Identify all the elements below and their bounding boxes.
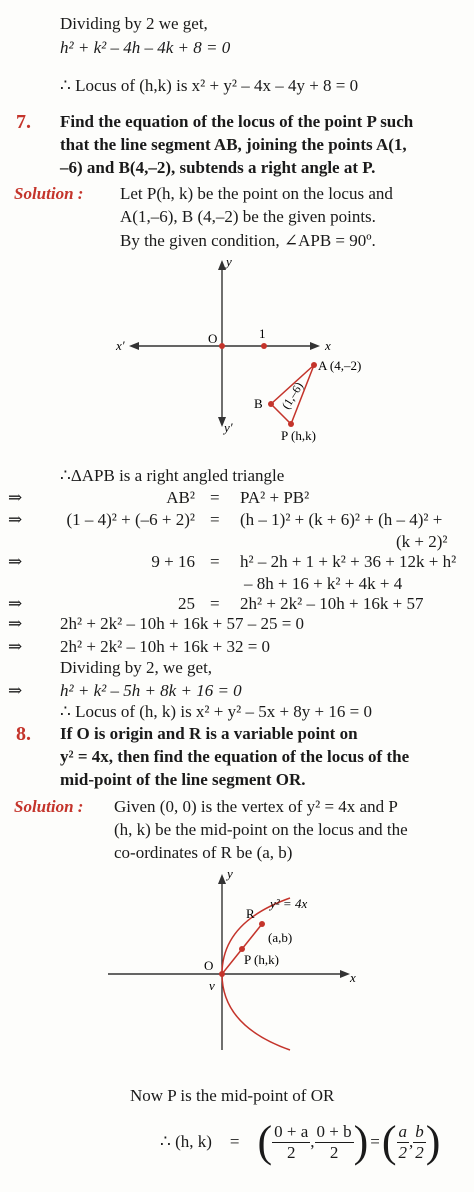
axis-label-x: x: [350, 970, 356, 985]
step-rhs: – 8h + 16 + k² + 4k + 4: [244, 574, 403, 593]
text-line: ∴ΔAPB is a right angled triangle: [60, 466, 285, 485]
figure-apb: [0, 250, 474, 460]
vertex-label: v: [209, 978, 215, 993]
axis-label-xprime: x′: [116, 338, 125, 353]
tick-label: 1: [259, 326, 266, 341]
step-eq: =: [210, 552, 220, 571]
question-text: y² = 4x, then find the equation of the locus of the: [60, 747, 410, 766]
frac-bottom: 2: [329, 1142, 339, 1162]
locus-result: ∴ Locus of (h,k) is x² + y² – 4x – 4y + 8 = 0: [60, 76, 359, 95]
solution-text: Given (0, 0) is the vertex of y² = 4x and P: [114, 797, 398, 816]
point-b-label: B: [254, 396, 263, 411]
question-number: 8.: [16, 723, 31, 745]
text-line: Now P is the mid-point of OR: [130, 1086, 335, 1105]
equation: h² + k² – 5h + 8k + 16 = 0: [60, 681, 242, 700]
figure-parabola: [0, 862, 474, 1062]
frac-bottom: 2: [415, 1142, 424, 1162]
question-text: mid-point of the line segment OR.: [60, 770, 306, 789]
equation: 2h² + 2k² – 10h + 16k + 32 = 0: [60, 637, 271, 656]
point-a-label: A (4,–2): [318, 358, 362, 373]
solution-label: Solution :: [14, 797, 84, 816]
frac-top: a: [398, 1121, 408, 1141]
implies-arrow: ⇒: [8, 552, 23, 571]
frac-top: 0 + a: [274, 1121, 309, 1141]
final-formula: ∴ (h, k) = ( $\frac{0 + a}{2}$ , $\frac{0 + b}{2}$ ) = ( $\frac{a}{2}$ , $\frac{b}{2}$ ): [160, 1117, 441, 1166]
origin-label: O: [208, 331, 218, 346]
step-lhs: AB²: [166, 488, 195, 507]
frac-bottom: 2: [398, 1142, 408, 1162]
final-lhs: ∴ (h, k): [160, 1132, 212, 1151]
solution-text: Let P(h, k) be the point on the locus and: [120, 184, 393, 203]
step-rhs: PA² + PB²: [240, 488, 310, 507]
point-ab-label: (a,b): [268, 930, 293, 945]
implies-arrow: ⇒: [8, 594, 23, 613]
solution-text: By the given condition, ∠APB = 90º.: [120, 231, 376, 250]
question-text: that the line segment AB, joining the points A(1,: [60, 135, 407, 154]
step-rhs: 2h² + 2k² – 10h + 16k + 57: [240, 594, 424, 613]
step-eq: =: [210, 510, 220, 529]
frac-top: b: [415, 1121, 424, 1141]
origin-label: O: [204, 958, 214, 973]
question-text: Find the equation of the locus of the point P such: [60, 112, 414, 131]
step-eq: =: [210, 594, 220, 613]
frac-top: 0 + b: [316, 1121, 352, 1141]
implies-arrow: ⇒: [8, 510, 23, 529]
step-rhs: h² – 2h + 1 + k² + 36 + 12k + h²: [240, 552, 457, 571]
equation: 2h² + 2k² – 10h + 16k + 57 – 25 = 0: [60, 614, 305, 633]
step-lhs: 9 + 16: [151, 552, 195, 571]
implies-arrow: ⇒: [8, 488, 23, 507]
solution-label: Solution :: [14, 184, 84, 203]
axis-label-y: y: [227, 866, 233, 881]
equation: h² + k² – 4h – 4k + 8 = 0: [60, 38, 231, 57]
side-label: (1,–6): [278, 379, 306, 412]
final-eq: =: [229, 1132, 240, 1151]
axis-label-y: y: [226, 254, 232, 269]
question-text: If O is origin and R is a variable point on: [60, 724, 358, 743]
solution-text: co-ordinates of R be (a, b): [114, 843, 293, 862]
locus-result: ∴ Locus of (h, k) is x² + y² – 5x + 8y + 16 = 0: [60, 702, 372, 721]
solution-text: (h, k) be the mid-point on the locus and the: [114, 820, 408, 839]
text-line: Dividing by 2 we get,: [60, 14, 208, 33]
solution-text: A(1,–6), B (4,–2) be the given points.: [120, 207, 376, 226]
point-p-label: P (h,k): [244, 952, 279, 967]
step-eq: =: [210, 488, 220, 507]
axis-label-x: x: [325, 338, 331, 353]
axis-label-yprime: y′: [224, 420, 233, 435]
question-number: 7.: [16, 111, 31, 133]
point-p-label: P (h,k): [281, 428, 316, 443]
step-lhs: (1 – 4)² + (–6 + 2)²: [66, 510, 195, 529]
step-rhs: (k + 2)²: [396, 532, 448, 551]
frac-bottom: 2: [286, 1142, 296, 1162]
point-r-label: R: [246, 906, 255, 921]
text-line: Dividing by 2, we get,: [60, 658, 213, 677]
step-lhs: 25: [178, 594, 195, 613]
question-text: –6) and B(4,–2), subtends a right angle at P.: [60, 158, 376, 177]
curve-label: y² = 4x: [270, 896, 308, 911]
step-rhs: (h – 1)² + (k + 6)² + (h – 4)² +: [240, 510, 443, 529]
